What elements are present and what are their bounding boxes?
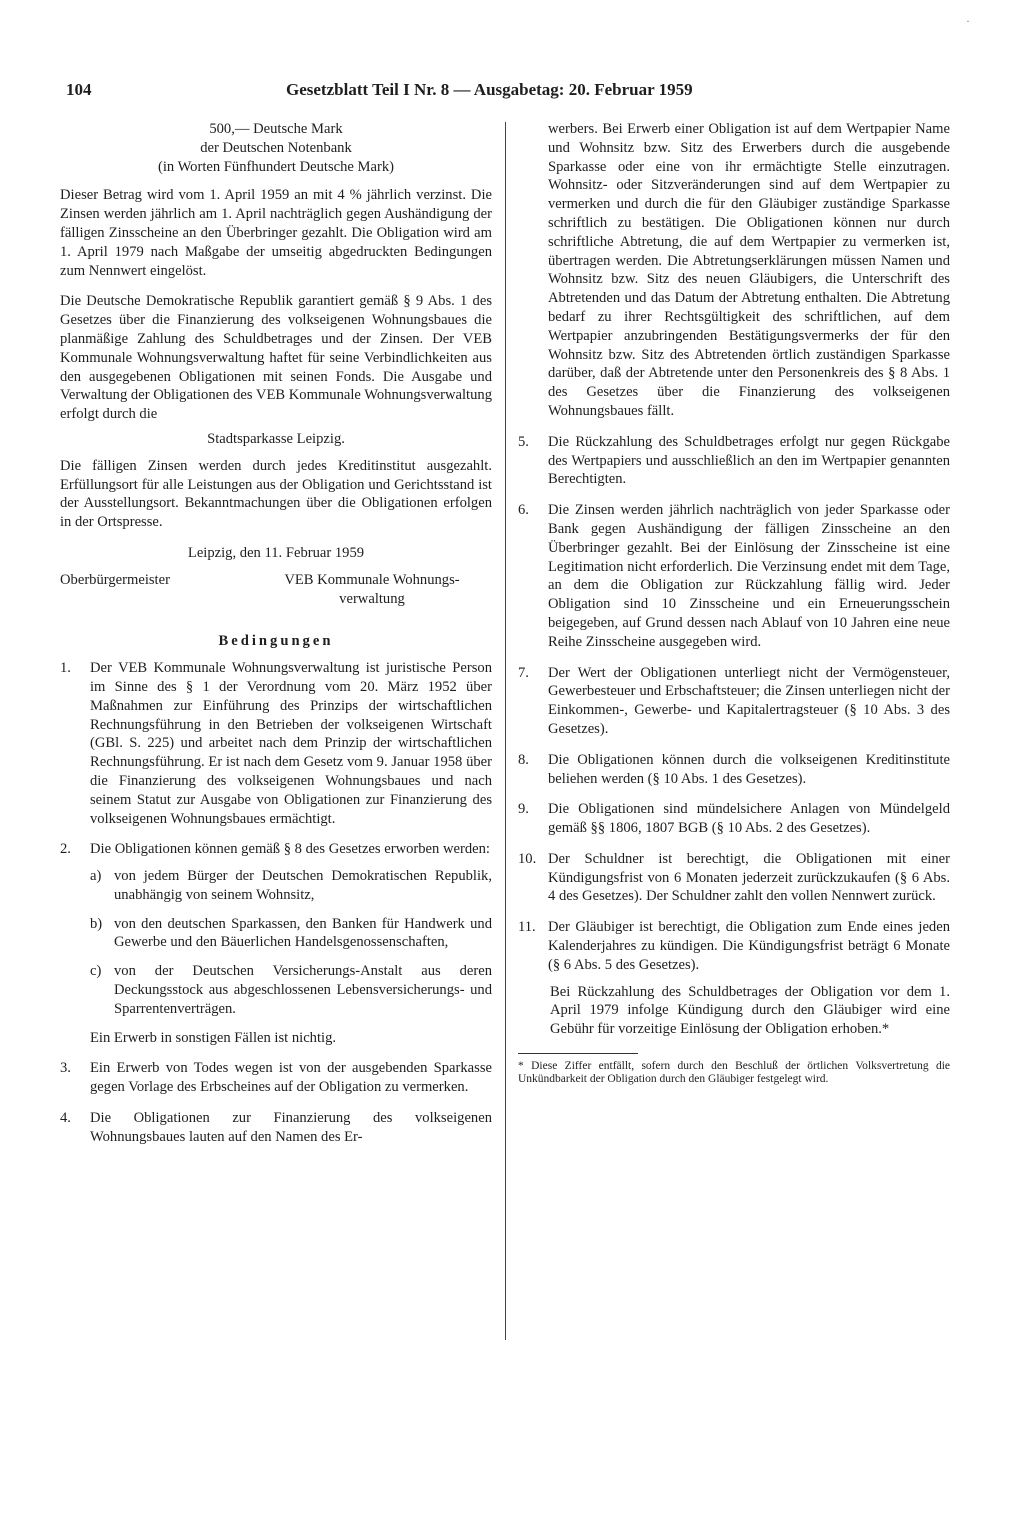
condition-item	[518, 501, 950, 651]
sub-item-letter: b)	[90, 915, 103, 932]
item-note: Ein Erwerb in sonstigen Fällen ist nichtig.	[90, 1029, 337, 1046]
condition-item	[60, 1059, 492, 1097]
item-text: Die Rückzahlung des Schuldbetrages erfolgt nur gegen Rückgabe des Wertpapiers und ausschließlich an den im Wertpapier genannten Berechtigten.	[548, 433, 950, 488]
item-text: Die Obligationen können gemäß § 8 des Gesetzes erworben werden:	[90, 841, 490, 858]
place-date: Leipzig, den 11. Februar 1959	[187, 544, 365, 561]
condition-item	[518, 850, 950, 906]
guarantee-paragraph: Die Deutsche Demokratische Republik garantiert gemäß § 9 Abs. 1 des Gesetzes über die Finanzierung des volkseigenen Wohnungsbaues die planmäßige Zahlung des Schuldbetrages und der Zinsen. Der VEB Kommunale Wohnungsverwaltung haftet für seine Verbindlichkeiten aus den ausgegebenen Obligationen mit seinen Fonds. Die Ausgabe und Verwaltung der Obligationen des VEB Kommunale Wohnungsverwaltung erfolgt durch die	[60, 293, 492, 423]
amount-line-2: der Deutschen Notenbank	[200, 139, 352, 156]
item-number: 9.	[518, 801, 529, 818]
signer-right-line-1: VEB Kommunale Wohnungs-	[284, 571, 460, 588]
item-number: 5.	[518, 433, 529, 450]
sub-item	[90, 867, 492, 905]
item-text: Die Obligationen sind mündelsichere Anlagen von Mündelgeld gemäß §§ 1806, 1807 BGB (§ 10 Abs. 2 des Gesetzes).	[548, 801, 950, 837]
sub-item	[90, 962, 492, 1018]
amount-line-1: 500,— Deutsche Mark	[209, 121, 343, 137]
sub-item-text: von den deutschen Sparkassen, den Banken für Handwerk und Gewerbe und den Bäuerlichen Handelsgenossenschaften,	[114, 915, 492, 951]
item-text: Die Zinsen werden jährlich nachträglich von jeder Sparkasse oder Bank gegen Aushändigung der fälligen Zinsscheine an den Überbringer gezahlt. Bei der Einlösung der Zinsscheine ist eine Legitimation nicht erforderlich. Die Verzinsung endet mit dem Tage, an dem die Obligation zur Rückzahlung fällig wird. Jeder Obligation sind 10 Zinsscheine und ein Erneuerungsschein beigegeben, auf Grund dessen nach Ablauf von 10 Jahren eine neue Reihe Zinsscheine ausgegeben wird.	[548, 502, 950, 650]
item-text: Der Gläubiger ist berechtigt, die Obligation zum Ende eines jeden Kalenderjahres zu kündigen. Die Kündigungsfrist beträgt 6 Monate (§ 6 Abs. 5 des Gesetzes).	[548, 919, 950, 973]
right-column	[518, 120, 950, 1086]
condition-item	[518, 918, 950, 974]
item-number: 3.	[60, 1060, 71, 1077]
item-text: Der VEB Kommunale Wohnungsverwaltung ist juristische Person im Sinne des § 1 der Verordnung vom 20. März 1952 über Maßnahmen zur Einführung des Prinzips der wirtschaftlichen Rechnungsführung in den Betrieben der volkseigenen Wirtschaft (GBl. S. 225) und arbeitet nach dem Prinzip der wirtschaftlichen Rechnungsführung. Er ist nach dem Gesetz vom 9. Januar 1958 über die Finanzierung des volkseigenen Wohnungsbaues und nach seinem Statut zur Ausgabe von Obligationen zur Finanzierung des volkseigenen Wohnungsbaues ermächtigt.	[90, 660, 492, 827]
condition-item	[60, 659, 492, 828]
condition-item	[60, 840, 492, 859]
item-text: Der Wert der Obligationen unterliegt nicht der Vermögensteuer, Gewerbesteuer und Erbschaftsteuer; die Zinsen unterliegen nicht der Einkommen-, Gewerbe- und Kapitalertragsteuer (§ 10 Abs. 3 des Gesetzes).	[548, 664, 950, 737]
item-number: 1.	[60, 660, 71, 677]
item-text: Der Schuldner ist berechtigt, die Obligationen mit einer Kündigungsfrist von 6 Monaten jederzeit zurückzukaufen (§ 6 Abs. 4 des Gesetzes). Der Schuldner zahlt den vollen Nennwert zurück.	[548, 850, 950, 905]
margin-mark: ·	[966, 14, 970, 28]
item-number: 11.	[518, 919, 536, 936]
item-text: Die Obligationen zur Finanzierung des volkseigenen Wohnungsbaues lauten auf den Namen des Er-	[90, 1110, 492, 1145]
item-number: 2.	[60, 841, 71, 858]
item-number: 6.	[518, 502, 529, 519]
footnote-rule	[518, 1053, 638, 1054]
payment-paragraph: Die fälligen Zinsen werden durch jedes Kreditinstitut ausgezahlt. Erfüllungsort für alle Leistungen aus der Obligation und Gerichtsstand ist der Ausstellungsort. Bekanntmachungen über die Obligationen erfolgen in der Ortspresse.	[60, 457, 492, 531]
condition-item	[518, 433, 950, 489]
amount-line-3: (in Worten Fünfhundert Deutsche Mark)	[157, 158, 395, 175]
left-column	[60, 120, 492, 1159]
item-number: 10.	[518, 850, 537, 867]
item-continuation: werbers. Bei Erwerb einer Obligation ist auf dem Wertpapier Name und Wohnsitz bzw. Sitz des Erwerbers durch die ausgebende Sparkasse oder eine von ihr ermächtigte Stelle einzutragen. Wohnsitz- oder Sitzveränderungen sind auf dem Wertpapier zu vermerken und durch die für den Gläubiger zuständige Sparkasse schriftlich zu bestätigen. Die Obligationen können nur durch schriftliche Abtretung, die auf dem Wertpapier zu vermerken ist, übertragen werden. Die Abtretungserklärungen müssen Namen und Wohnsitz bzw. Sitz des neuen Gläubigers, die Unterschrift des Abtretenden und das Datum der Abtretung enthalten. Die Abtretung bedarf zu ihrer Rechtsgültigkeit des schriftlichen, auf dem Wertpapier anzubringenden Bestätigungsvermerks der für den Wohnsitz bzw. Sitz des Abtretenden örtlich zuständigen Sparkasse darüber, daß der Abtretende unter den Personenkreis des § 8 Abs. 1 des Gesetzes über die Finanzierung des volkseigenen Wohnungsbaues fällt.	[548, 121, 950, 419]
running-title: Gesetzblatt Teil I Nr. 8 — Ausgabetag: 20. Februar 1959	[286, 80, 693, 99]
column-divider	[505, 122, 506, 1340]
institution-name: Stadtsparkasse Leipzig.	[207, 430, 345, 447]
sub-item-text: von jedem Bürger der Deutschen Demokratischen Republik, unabhängig von seinem Wohnsitz,	[114, 868, 492, 903]
sub-item-text: von der Deutschen Versicherungs-Anstalt aus deren Deckungsstock aus abgeschlossenen Lebensversicherungs- und Sparrentenverträgen.	[114, 963, 492, 1017]
conditions-heading: Bedingungen	[218, 633, 334, 650]
item-text: Ein Erwerb von Todes wegen ist von der ausgebenden Sparkasse gegen Vorlage des Erbscheines auf der Obligation zu vermerken.	[90, 1060, 492, 1096]
page-header	[66, 80, 756, 108]
sub-item-letter: a)	[90, 868, 102, 885]
sub-list	[90, 867, 492, 1019]
condition-item	[60, 1109, 492, 1147]
signer-left: Oberbürgermeister	[60, 571, 170, 588]
item-note: Bei Rückzahlung des Schuldbetrages der Obligation vor dem 1. April 1979 infolge Kündigung durch den Gläubiger wird eine Gebühr für vorzeitige Einlösung der Obligation erhoben.*	[550, 983, 950, 1038]
item-number: 8.	[518, 751, 529, 768]
sub-item	[90, 915, 492, 953]
sub-item-letter: c)	[90, 963, 102, 980]
signer-right-line-2: verwaltung	[339, 590, 405, 607]
item-number: 4.	[60, 1110, 71, 1127]
signature-block	[60, 571, 492, 609]
condition-item	[518, 751, 950, 789]
footnote: * Diese Ziffer entfällt, sofern durch den Beschluß der örtlichen Volksvertretung die Unkündbarkeit der Obligation durch den Gläubiger festgelegt wird.	[518, 1060, 950, 1086]
condition-item	[518, 800, 950, 838]
item-text: Die Obligationen können durch die volkseigenen Kreditinstitute beliehen werden (§ 10 Abs. 1 des Gesetzes).	[548, 751, 950, 787]
condition-item	[518, 664, 950, 739]
interest-paragraph: Dieser Betrag wird vom 1. April 1959 an mit 4 % jährlich verzinst. Die Zinsen werden jährlich am 1. April nachträglich gegen Aushändigung der fälligen Zinsscheine an den Überbringer gezahlt. Die Obligation wird am 1. April 1979 nach Maßgabe der umseitig abgedruckten Bedingungen zum Nennwert eingelöst.	[60, 187, 492, 279]
page-number: 104	[66, 80, 92, 99]
signer-right	[252, 571, 492, 609]
item-number: 7.	[518, 664, 529, 681]
